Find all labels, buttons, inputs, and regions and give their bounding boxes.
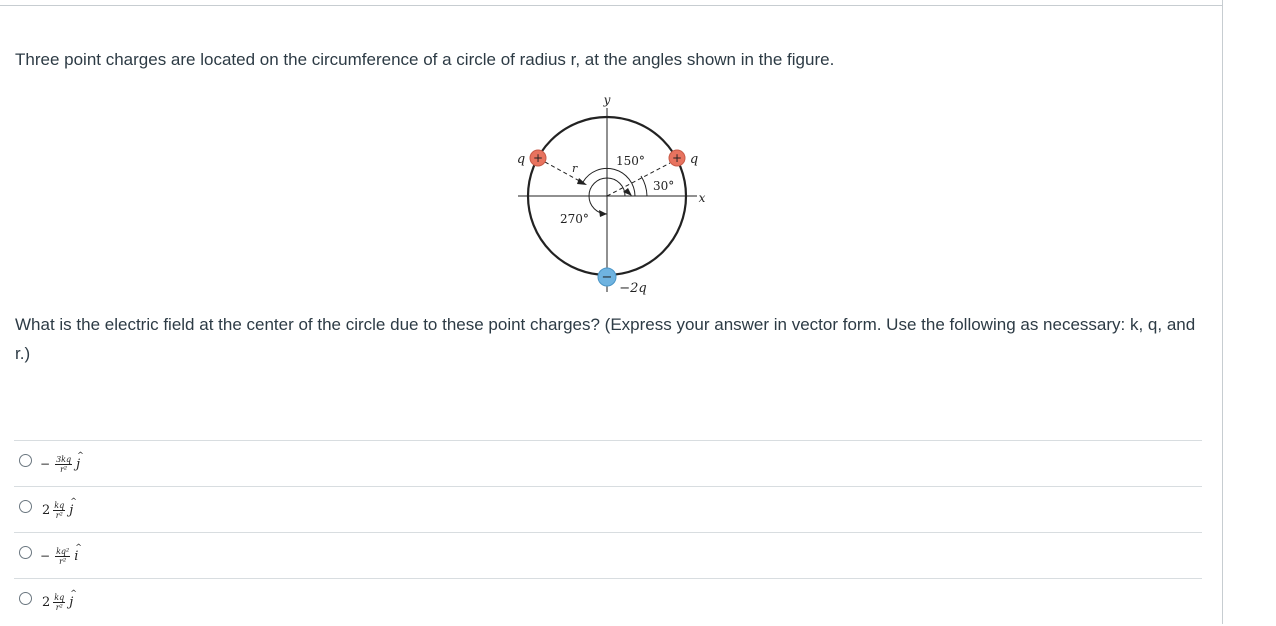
answer-options xyxy=(14,440,1202,626)
fraction-denominator: r² xyxy=(59,556,67,566)
unit-vector xyxy=(76,450,84,472)
angle-label-150: 150° xyxy=(616,154,645,168)
charge-neg2q-label: −2q xyxy=(619,281,647,296)
radio-button[interactable] xyxy=(19,454,32,467)
angle-label-270: 270° xyxy=(560,212,589,226)
fraction-numerator: kq² xyxy=(56,546,70,556)
charge-q-150-sign: + xyxy=(532,151,544,165)
angle-label-30: 30° xyxy=(653,179,675,193)
unit-vector xyxy=(74,542,82,564)
charge-q-150-label: q xyxy=(516,152,526,167)
fraction-denominator: r² xyxy=(55,602,63,612)
answer-option-2[interactable] xyxy=(14,486,1202,532)
fraction-numerator: kq xyxy=(54,500,65,510)
charge-q-30-sign: + xyxy=(671,151,683,165)
arc-150-arrowhead xyxy=(623,188,632,196)
arc-270-arrowhead xyxy=(599,210,607,217)
unit-vector-symbol: i xyxy=(74,548,79,564)
charges-figure xyxy=(0,0,1276,310)
answer-expression xyxy=(40,447,84,481)
fraction-denominator: r² xyxy=(60,464,68,474)
question-intro: Three point charges are located on the circumference of a circle of radius r, at the angles shown in the figure. xyxy=(15,50,835,69)
y-axis-label: y xyxy=(603,93,611,107)
radio-button[interactable] xyxy=(19,592,32,605)
answer-coefficient: 2 xyxy=(42,594,51,610)
charge-neg2q-sign: − xyxy=(601,270,613,285)
arc-270-lower xyxy=(589,196,607,214)
unit-vector-hat: ^ xyxy=(70,588,77,598)
radius-label: r xyxy=(572,162,578,175)
unit-vector-symbol: j xyxy=(69,502,74,518)
answer-option-3[interactable] xyxy=(14,532,1202,578)
answer-expression xyxy=(40,493,77,527)
answer-fraction xyxy=(55,547,70,566)
answer-sign: − xyxy=(40,549,51,563)
answer-expression xyxy=(40,585,77,619)
fraction-numerator: kq xyxy=(54,592,65,602)
unit-vector xyxy=(69,588,77,610)
answer-sign: − xyxy=(40,457,51,471)
answer-fraction xyxy=(53,593,65,612)
unit-vector-hat: ^ xyxy=(70,496,77,506)
answer-expression xyxy=(40,539,82,573)
unit-vector-hat: ^ xyxy=(75,542,82,552)
answer-fraction xyxy=(55,455,72,474)
fraction-numerator: 3kq xyxy=(56,454,72,464)
answer-fraction xyxy=(53,501,65,520)
question-prompt: What is the electric field at the center of the circle due to these point charges? (Express your answer in vector form. Use the following as necessary: k, q, and r.) xyxy=(15,315,1196,363)
x-axis-label: x xyxy=(698,191,706,205)
unit-vector-symbol: j xyxy=(69,594,74,610)
answer-option-4[interactable] xyxy=(14,578,1202,626)
fraction-denominator: r² xyxy=(55,510,63,520)
arc-30 xyxy=(641,176,647,196)
radio-button[interactable] xyxy=(19,546,32,559)
unit-vector-hat: ^ xyxy=(77,450,84,460)
unit-vector xyxy=(69,496,77,518)
radio-button[interactable] xyxy=(19,500,32,513)
unit-vector-symbol: j xyxy=(76,456,81,472)
answer-option-1[interactable] xyxy=(14,440,1202,486)
charge-q-30-label: q xyxy=(689,152,699,167)
answer-coefficient: 2 xyxy=(42,502,51,518)
